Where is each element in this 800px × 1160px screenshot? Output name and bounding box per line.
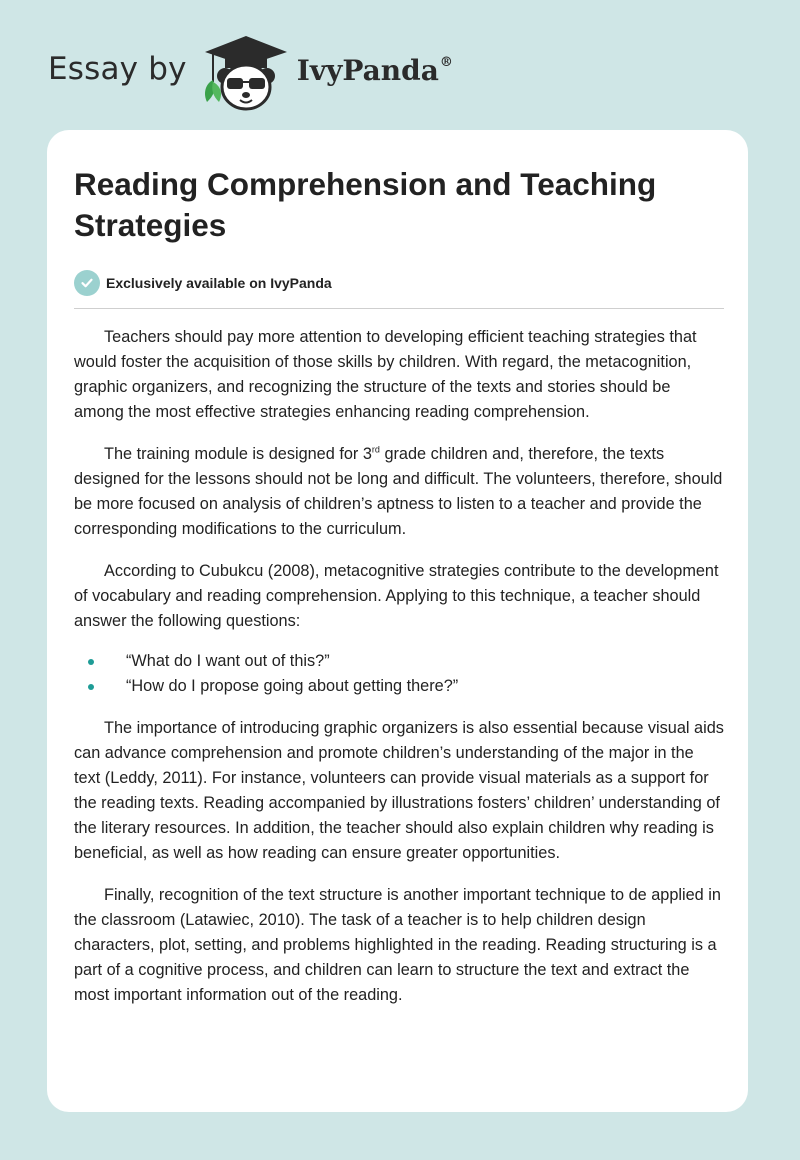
exclusive-badge	[74, 270, 724, 296]
paragraph-5: Finally, recognition of the text structure is another important technique to de applied in the classroom (Latawiec, 2010). The task of a teacher is to help children design characters, plot, setting, and problems highlighted in the reading. Reading structuring is a part of a cognitive process, and children can learn to structure the text and extract the most important information out of the reading.	[74, 886, 721, 1004]
paragraph-3: According to Cubukcu (2008), metacognitive strategies contribute to the development of vocabulary and reading comprehension. Applying to this technique, a teacher should answer the following questions:	[74, 562, 719, 630]
bullet-dot	[88, 684, 94, 690]
paragraph-2-end: grade children and, therefore, the texts designed for the lessons should not be long and difficult. The volunteers, therefore, should be more focused on analysis of children’s aptness to listen to a teacher and provide the corresponding modifications to the curriculum.	[74, 445, 723, 538]
paragraph-1: Teachers should pay more attention to developing efficient teaching strategies that would foster the acquisition of those skills by children. With regard, the metacognition, graphic organizers, and recognizing the structure of the texts and stories should be among the most effective strategies enhancing reading comprehension.	[74, 328, 697, 421]
exclusive-label: Exclusively available on IvyPanda	[106, 275, 332, 291]
essay-content	[74, 164, 724, 1025]
essay-by-label: Essay by	[48, 51, 187, 87]
brand-name: IvyPanda	[296, 53, 439, 87]
registered-mark: ®	[439, 54, 453, 70]
ordinal-suffix: rd	[371, 444, 380, 455]
divider	[74, 308, 724, 309]
paragraph-4: The importance of introducing graphic organizers is also essential because visual aids can advance comprehension and promote children’s understanding of the major in the text (Leddy, 2011). For instance, volunteers can provide visual materials as a support for the reading texts. Reading accompanied by illustrations fosters’ children’ understanding of the literary resources. In addition, the teacher should also explain children why reading is beneficial, as well as how reading can ensure greater opportunities.	[74, 719, 724, 862]
list-item	[74, 674, 724, 699]
page-title: Reading Comprehension and Teaching Strategies	[74, 166, 657, 243]
question-list	[74, 649, 724, 699]
check-circle-icon	[74, 270, 100, 296]
essay-card	[47, 130, 748, 1112]
list-item-text: “How do I propose going about getting there?”	[126, 677, 459, 695]
list-item	[74, 649, 724, 674]
list-item-text: “What do I want out of this?”	[126, 652, 330, 670]
paragraph-2	[74, 442, 724, 542]
brand-logo-text[interactable]	[297, 54, 453, 87]
paragraph-2-start: The training module is designed for 3	[104, 445, 372, 463]
essay-body	[74, 325, 724, 1008]
bullet-dot	[88, 659, 94, 665]
panda-graduate-icon[interactable]	[201, 32, 291, 112]
site-header	[48, 32, 453, 112]
